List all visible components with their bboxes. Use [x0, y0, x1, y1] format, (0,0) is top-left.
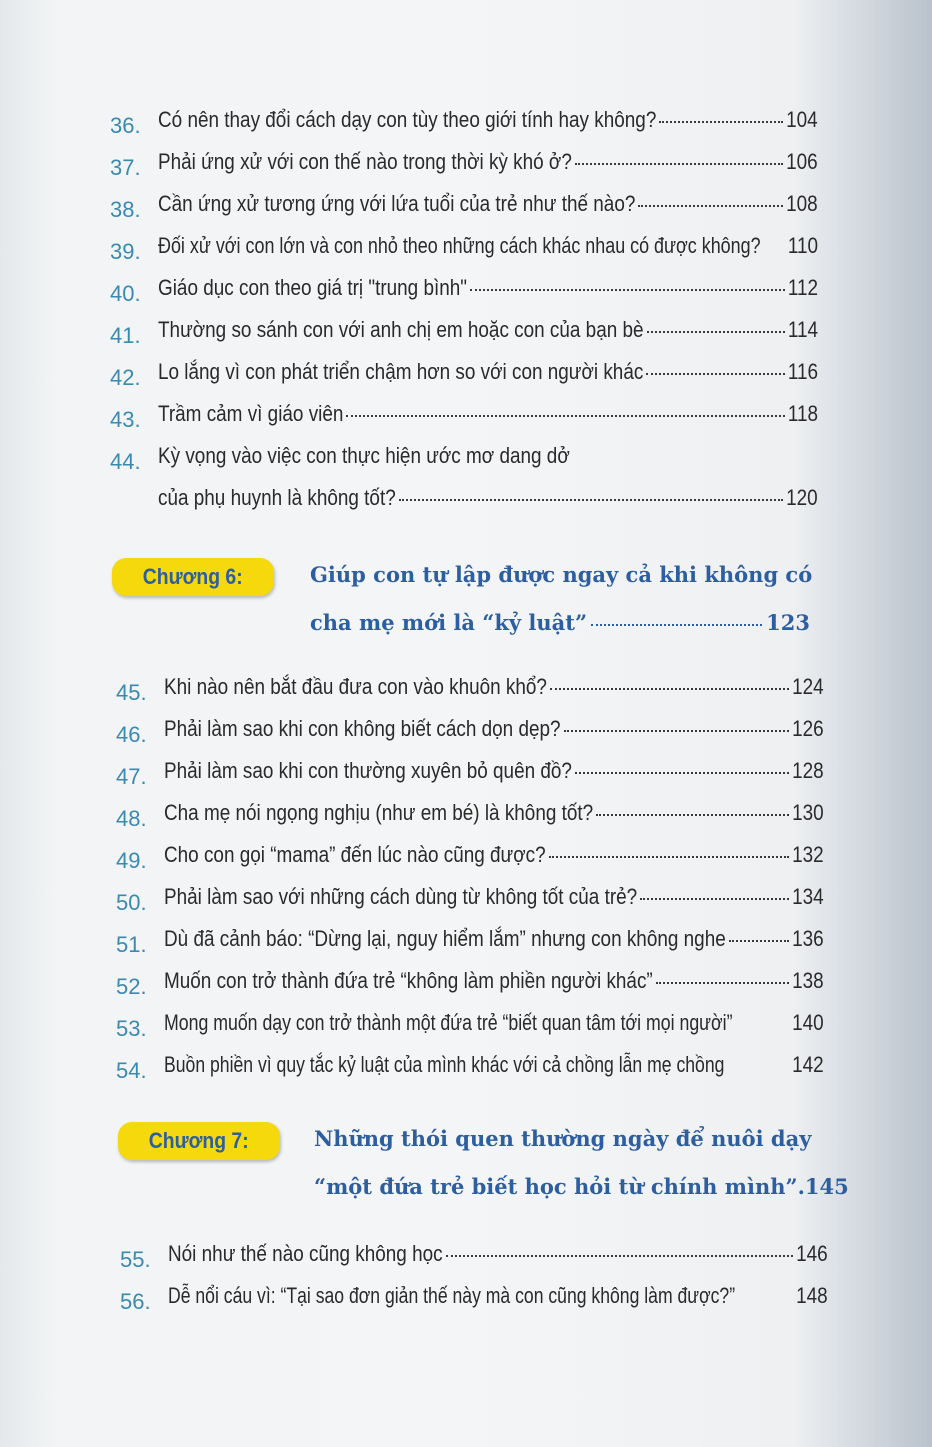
entry-title: Phải ứng xử với con thế nào trong thời kỳ khó ở? — [158, 149, 572, 174]
entry-page: 118 — [787, 401, 818, 426]
toc-entry[interactable] — [110, 186, 818, 222]
chapter-heading-6[interactable] — [112, 558, 832, 648]
toc-entry[interactable] — [110, 144, 818, 180]
toc-entry[interactable] — [116, 669, 824, 705]
entry-page: 140 — [792, 1010, 824, 1035]
entry-number: 50. — [116, 890, 147, 915]
toc-entry[interactable] — [110, 270, 818, 306]
entry-page: 146 — [796, 1241, 828, 1266]
chapter-title-line1: Những thói quen thường ngày để nuôi dạy — [314, 1126, 812, 1151]
chapter-badge: Chương 7: — [118, 1122, 280, 1160]
entry-number: 53. — [116, 1016, 147, 1041]
chapter-title-line1: Giúp con tự lập được ngay cả khi không có — [310, 562, 813, 587]
entry-title: Buồn phiền vì quy tắc kỷ luật của mình khác với cả chồng lẫn mẹ chồng — [164, 1052, 725, 1077]
entry-page: 108 — [786, 191, 818, 216]
entry-title-line1: Kỳ vọng vào việc con thực hiện ước mơ dang dở — [158, 443, 570, 468]
entry-number: 44. — [110, 449, 141, 474]
dot-leader — [729, 940, 790, 942]
toc-entry[interactable] — [116, 795, 824, 831]
entry-page: 148 — [796, 1283, 828, 1308]
entry-title: Lo lắng vì con phát triển chậm hơn so với con người khác — [158, 359, 644, 384]
toc-entry[interactable] — [120, 1236, 828, 1272]
chapter-heading-7[interactable] — [118, 1122, 849, 1212]
entry-title: Nói như thế nào cũng không học — [168, 1241, 443, 1266]
toc-entry[interactable] — [116, 837, 824, 873]
entry-title: Giáo dục con theo giá trị "trung bình" — [158, 275, 467, 300]
chapter-page: 123 — [766, 610, 810, 635]
entry-page: 142 — [792, 1052, 824, 1077]
entry-page: 138 — [792, 968, 824, 993]
toc-entry[interactable] — [116, 963, 824, 999]
entry-page: 124 — [792, 674, 824, 699]
chapter-title-line2 — [314, 1174, 849, 1199]
dot-leader — [575, 772, 789, 774]
dot-leader — [399, 499, 784, 501]
toc-entry[interactable] — [116, 711, 824, 747]
entry-page: 106 — [786, 149, 818, 174]
entry-page: 116 — [787, 359, 818, 384]
entry-title: Đối xử với con lớn và con nhỏ theo những cách khác nhau có được không? — [158, 233, 761, 258]
entry-title: Mong muốn dạy con trở thành một đứa trẻ “biết quan tâm tới mọi người” — [164, 1010, 733, 1035]
toc-entry-multiline[interactable] — [110, 438, 818, 522]
entry-number: 56. — [120, 1289, 151, 1314]
dot-leader — [596, 814, 789, 816]
chapter-badge: Chương 6: — [112, 558, 274, 596]
entry-number: 46. — [116, 722, 147, 747]
entry-number: 49. — [116, 848, 147, 873]
dot-leader — [646, 373, 784, 375]
dot-leader — [346, 415, 784, 417]
dot-leader — [575, 163, 784, 165]
chapter-title-text: “một đứa trẻ biết học hỏi từ chính mình” — [314, 1174, 798, 1199]
entry-page: 104 — [786, 107, 818, 132]
toc-entry[interactable] — [110, 354, 818, 390]
entry-page: 114 — [787, 317, 818, 342]
toc-entry[interactable] — [116, 1005, 824, 1041]
chapter-title-line2 — [310, 610, 810, 635]
entry-page: 132 — [792, 842, 824, 867]
dot-leader — [647, 331, 785, 333]
entry-title: Thường so sánh con với anh chị em hoặc con của bạn bè — [158, 317, 644, 342]
entry-page: 126 — [792, 716, 824, 741]
entry-number: 38. — [110, 197, 141, 222]
entry-number: 37. — [110, 155, 141, 180]
entry-number: 48. — [116, 806, 147, 831]
dot-leader — [550, 688, 789, 690]
dot-leader — [640, 898, 789, 900]
toc-entry[interactable] — [110, 312, 818, 348]
dot-leader — [591, 624, 762, 626]
entry-page: 120 — [786, 485, 818, 510]
entry-title: Trầm cảm vì giáo viên — [158, 401, 344, 426]
entry-page: 130 — [792, 800, 824, 825]
entry-page: 134 — [792, 884, 824, 909]
entry-title: Cho con gọi “mama” đến lúc nào cũng được? — [164, 842, 546, 867]
entry-title: Cần ứng xử tương ứng với lứa tuổi của trẻ như thế nào? — [158, 191, 636, 216]
entry-number: 52. — [116, 974, 147, 999]
entry-number: 39. — [110, 239, 141, 264]
toc-entry[interactable] — [116, 753, 824, 789]
entry-title: Cha mẹ nói ngọng nghịu (như em bé) là không tốt? — [164, 800, 594, 825]
entry-number: 54. — [116, 1058, 147, 1083]
entry-title: Có nên thay đổi cách dạy con tùy theo giới tính hay không? — [158, 107, 657, 132]
entry-number: 47. — [116, 764, 147, 789]
dot-leader — [549, 856, 790, 858]
entry-page: 128 — [792, 758, 824, 783]
toc-entry[interactable] — [120, 1278, 828, 1314]
toc-entry[interactable] — [110, 228, 818, 264]
entry-number: 40. — [110, 281, 141, 306]
entry-page: 110 — [787, 233, 818, 258]
entry-title: Muốn con trở thành đứa trẻ “không làm phiền người khác” — [164, 968, 653, 993]
dot-leader — [470, 289, 785, 291]
dot-leader — [446, 1255, 794, 1257]
entry-title: Phải làm sao khi con không biết cách dọn dẹp? — [164, 716, 561, 741]
toc-entry[interactable] — [116, 921, 824, 957]
dot-leader — [638, 205, 783, 207]
dot-leader — [659, 121, 783, 123]
entry-number: 51. — [116, 932, 147, 957]
entry-number: 36. — [110, 113, 141, 138]
chapter-title-text: cha mẹ mới là “kỷ luật” — [310, 610, 588, 635]
toc-entry[interactable] — [116, 1047, 824, 1083]
toc-entry[interactable] — [110, 396, 818, 432]
entry-number: 41. — [110, 323, 141, 348]
entry-page: 112 — [787, 275, 818, 300]
entry-title: Phải làm sao khi con thường xuyên bỏ quên đồ? — [164, 758, 572, 783]
entry-number: 55. — [120, 1247, 151, 1272]
entry-title: Phải làm sao với những cách dùng từ không tốt của trẻ? — [164, 884, 638, 909]
entry-title: Khi nào nên bắt đầu đưa con vào khuôn khổ? — [164, 674, 547, 699]
entry-title: Dễ nổi cáu vì: “Tại sao đơn giản thế này mà con cũng không làm được?” — [168, 1283, 736, 1308]
entry-title: Dù đã cảnh báo: “Dừng lại, nguy hiểm lắm” nhưng con không nghe — [164, 926, 726, 951]
entry-number: 45. — [116, 680, 147, 705]
chapter-page: .145 — [797, 1174, 849, 1199]
toc-entry[interactable] — [116, 879, 824, 915]
toc-entry[interactable] — [110, 102, 818, 138]
entry-page: 136 — [792, 926, 824, 951]
entry-number: 42. — [110, 365, 141, 390]
dot-leader — [656, 982, 790, 984]
dot-leader — [564, 730, 790, 732]
entry-title-line2: của phụ huynh là không tốt? — [158, 485, 396, 510]
entry-number: 43. — [110, 407, 141, 432]
